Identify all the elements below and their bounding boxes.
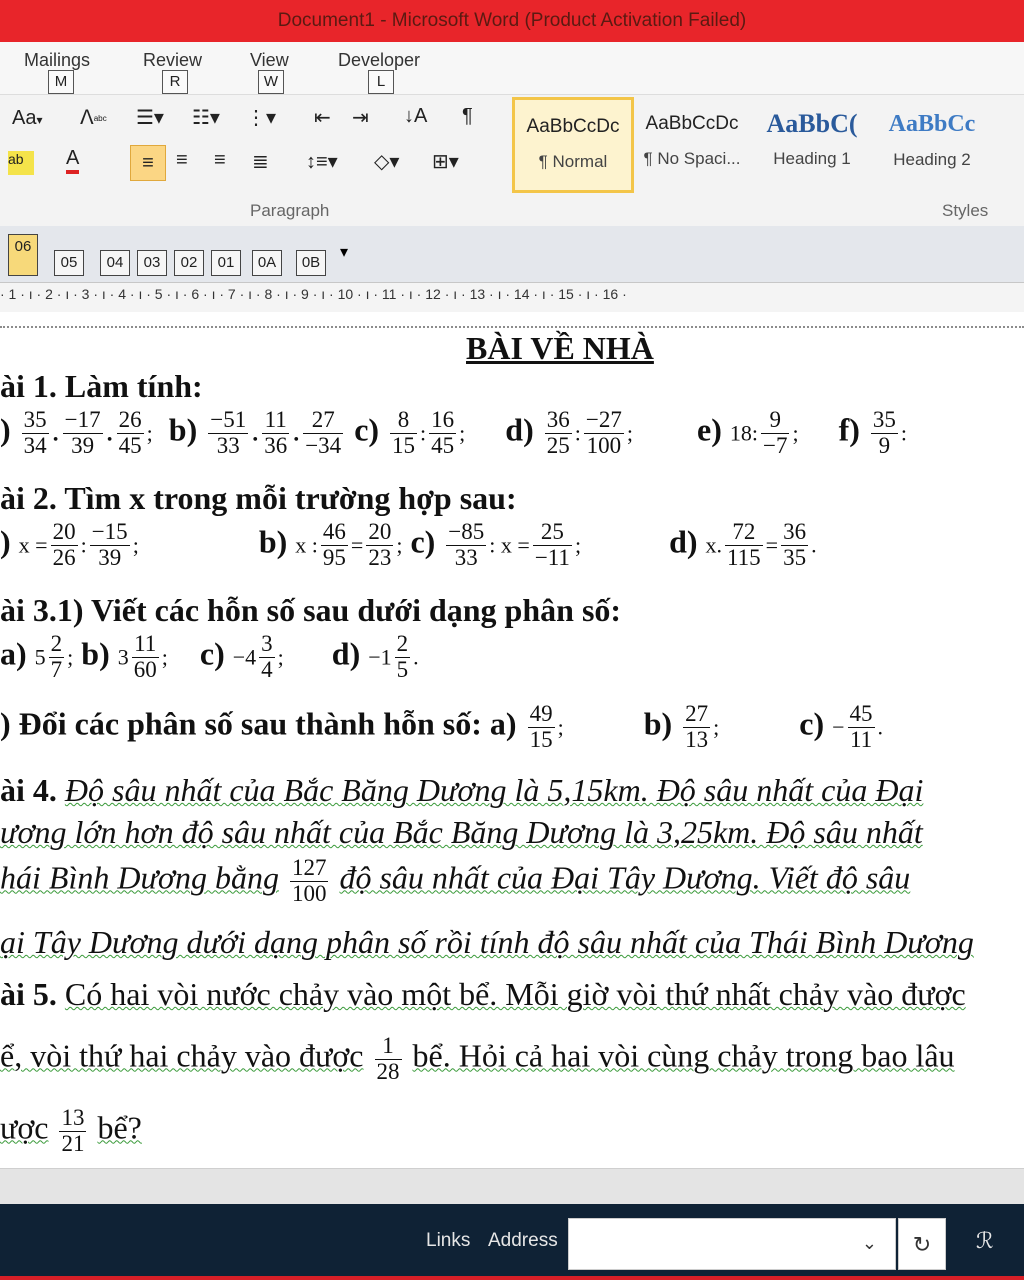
ribbon [0,94,1024,228]
tab-developer[interactable]: Developer [338,50,421,70]
bai4-line-1 [0,772,923,809]
keytip-mailings: M [48,70,74,94]
bai4-line-3: hái Bình Dương bằng $\frac{127}{100}$ độ sâu nhất của Đại Tây Dương. Viết độ sâu [0,855,911,906]
paragraph-group-label: Paragraph [250,201,330,220]
qa-item-01[interactable]: 01 [211,250,241,276]
page-border [0,326,1024,328]
qa-item-0b[interactable]: 0B [296,250,326,276]
tab-review[interactable]: Review [143,50,203,70]
document-area[interactable] [0,312,1024,1168]
numbering-icon[interactable]: ☷▾ [192,107,220,129]
bai4-text-3b: độ sâu nhất của Đại Tây Dương. Viết độ sâu [339,859,911,896]
bai3-mixed-numbers: a) 5 $\frac{2}{7}$ ; b) 3 $\frac{11}{60}$ ; c) −4 $\frac{3}{4}$ ; d) −1 $\frac{2}{5}$ . [0,631,419,682]
bai3-title: ài 3.1) Viết các hỗn số sau dưới dạng phân số: [0,592,622,628]
change-case-button[interactable]: Aa▾ [12,107,43,129]
font-color-icon[interactable]: A [66,147,79,174]
horizontal-ruler[interactable] [0,282,1024,314]
style-heading-2[interactable] [874,97,990,187]
tab-mailings[interactable]: Mailings [24,50,91,70]
decrease-indent-icon[interactable]: ⇤ [314,107,331,129]
bai5-label: ài 5. [0,976,57,1012]
align-right-icon[interactable]: ≡ [214,149,226,171]
bai4-label: ài 4. [0,772,57,808]
spelling-icon[interactable]: ꓥᵃᵇᶜ [80,107,107,129]
bai4-line-2: ương lớn hơn độ sâu nhất của Bắc Băng Dương là 3,25km. Độ sâu nhất [0,814,923,850]
style-heading-1-name: Heading 1 [773,149,851,168]
highlight-icon[interactable]: ab [8,151,34,175]
refresh-icon[interactable]: ↻ [898,1218,946,1270]
bai1-expressions: ) $\frac{35}{34}$ . $\frac{-17}{39}$ . $\frac{26}{45}$ ; b) $\frac{-51}{33}$ . $\frac{11}{36}$ . $\frac{27}{-34}$ c) $\frac{8}{15}$ : $\frac{16}{45}$ ; d) $\frac{36}{25}$ : $\frac{-27}{100}$ ; e) 18: $\frac{9}{-7}$ ; f) $\frac{35}{9}$ : [0,407,908,458]
quick-access-toolbar [0,226,1024,282]
bai5-text-2a: ể, vòi thứ hai chảy vào được [0,1037,364,1074]
sort-icon[interactable]: ↓A [404,105,428,127]
qa-item-06[interactable] [8,234,38,276]
ribbon-tabs [0,42,1024,94]
change-case-label: Aa [12,107,37,129]
qa-item-03[interactable]: 03 [137,250,167,276]
qa-item-05[interactable]: 05 [54,250,84,276]
status-bar [0,1168,1024,1205]
bai5-text-3a: ược [0,1109,49,1146]
bai3-2-line: ) Đổi các phân số sau thành hỗn số: a) $\frac{49}{15}$ ; b) $\frac{27}{13}$ ; c) − $\frac{45}{11}$ . [0,701,884,752]
bullets-icon[interactable]: ☰▾ [136,107,164,129]
justify-icon[interactable]: ≣ [252,151,269,173]
chevron-down-icon[interactable]: ⌄ [861,1233,877,1253]
shading-icon[interactable]: ◇▾ [374,151,400,173]
keytip-view: W [258,70,284,94]
qa-keytip-06: 06 [14,238,32,255]
style-heading-1-sample: AaBbC( [766,109,858,138]
bai4-line-4: ại Tây Dương dưới dạng phân số rồi tính độ sâu nhất của Thái Bình Dương [0,924,974,960]
bai5-text-3b: bể? [97,1109,142,1146]
style-normal[interactable] [512,97,634,193]
style-heading-1[interactable] [754,97,870,187]
styles-group-label: Styles [942,201,989,220]
bai2-title: ài 2. Tìm x trong mỗi trường hợp sau: [0,480,517,516]
style-normal-name: ¶ Normal [538,152,608,171]
line-spacing-icon[interactable]: ↕≡▾ [306,151,338,173]
address-input[interactable] [568,1218,896,1270]
bai5-line-3: ược $\frac{13}{21}$ bể? [0,1105,142,1156]
style-heading-2-name: Heading 2 [893,150,971,169]
customize-toolbar-icon[interactable]: ▾ [340,244,349,261]
borders-icon[interactable]: ⊞▾ [432,151,459,173]
qa-item-04[interactable]: 04 [100,250,130,276]
window-title-bar [0,0,1024,42]
keytip-developer: L [368,70,394,94]
multilevel-list-icon[interactable]: ⋮▾ [246,107,277,129]
bai4-text-3a: hái Bình Dương bằng [0,859,279,896]
tab-view[interactable]: View [250,50,289,70]
style-no-spacing[interactable] [634,97,750,187]
align-center-icon[interactable]: ≡ [176,149,188,171]
align-left-icon[interactable]: ≡ [130,145,166,181]
window-title: Document1 - Microsoft Word (Product Activation Failed) [277,10,747,31]
qa-item-0a[interactable]: 0A [252,250,282,276]
style-no-spacing-name: ¶ No Spaci... [643,149,741,168]
qa-item-02[interactable]: 02 [174,250,204,276]
style-no-spacing-sample: AaBbCcDc [645,113,739,134]
page-title: BÀI VỀ NHÀ [466,330,654,366]
people-icon[interactable]: ℛ [976,1228,994,1253]
ruler-ticks: · 1 · ı · 2 · ı · 3 · ı · 4 · ı · 5 · ı · 6 · ı · 7 · ı · 8 · ı · 9 · ı · 10 · ı · 11 · ı · 12 · ı · 13 · ı · 14 · ı · 15 · ı · 16 · [0,286,627,302]
links-toolbar[interactable]: Links [426,1230,471,1251]
bai5-line-1 [0,976,966,1013]
style-normal-sample: AaBbCcDc [526,116,620,137]
increase-indent-icon[interactable]: ⇥ [352,107,369,129]
bai5-line-2: ể, vòi thứ hai chảy vào được $\frac{1}{28}$ bể. Hỏi cả hai vòi cùng chảy trong bao lâu [0,1033,955,1084]
bai2-expressions: ) x = $\frac{20}{26}$ : $\frac{-15}{39}$ ; b) x : $\frac{46}{95}$ = $\frac{20}{23}$ ; c) $\frac{-85}{33}$ : x = $\frac{25}{-11}$ ; d) x. $\frac{72}{115}$ = $\frac{36}{35}$ . [0,519,817,570]
bai4-text-1: Độ sâu nhất của Bắc Băng Dương là 5,15km. Độ sâu nhất của Đại [64,772,924,808]
keytip-review: R [162,70,188,94]
address-label: Address [488,1230,558,1251]
bai1-title: ài 1. Làm tính: [0,368,203,404]
style-heading-2-sample: AaBbCc [888,111,976,137]
show-formatting-button[interactable]: ¶ [462,105,473,127]
bai3-2-text: Đổi các phân số sau thành hỗn số: a) [18,705,517,742]
bai5-text-2b: bể. Hỏi cả hai vòi cùng chảy trong bao lâu [412,1037,955,1074]
bai5-text-1: Có hai vòi nước chảy vào một bể. Mỗi giờ vòi thứ nhất chảy vào được [64,976,966,1012]
taskbar [0,1204,1024,1280]
